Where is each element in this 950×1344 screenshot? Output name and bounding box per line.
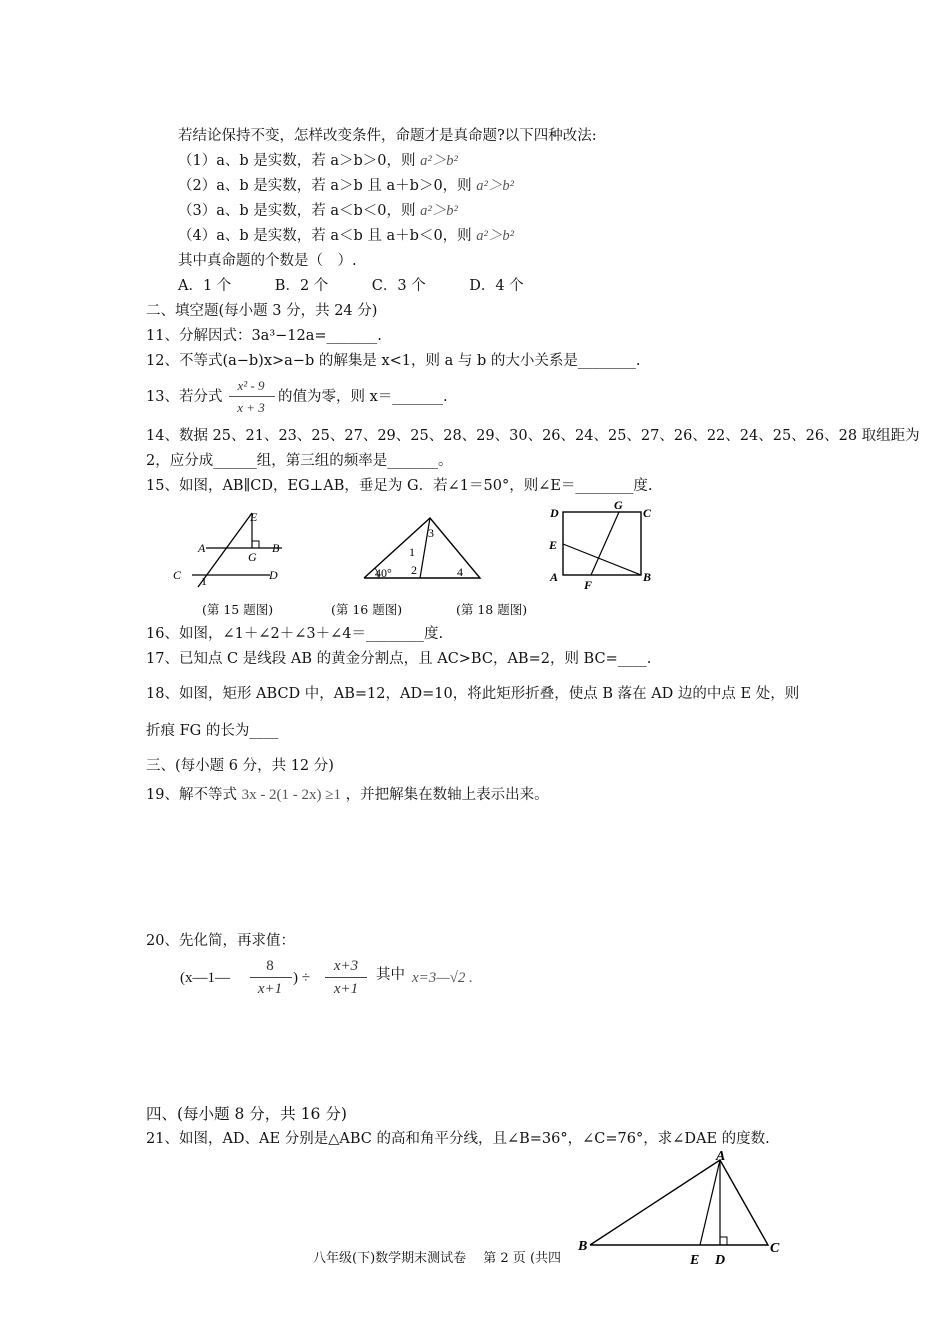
fig15-label-angle1: 1: [201, 574, 207, 588]
caption-fig15: (第 15 题图): [202, 602, 274, 617]
q10-choices: A．1 个 B．2 个 C．3 个 D．4 个: [178, 278, 524, 294]
fig16-label-2: 2: [411, 563, 417, 577]
q20-frac2-numerator: x+3: [333, 958, 359, 974]
fig18-label-D: D: [550, 506, 559, 520]
q10-intro: 若结论保持不变，怎样改变条件，命题才是真命题?以下四种改法:: [178, 128, 597, 144]
q10-option-2-text: （2）a、b 是实数，若 a＞b 且 a＋b＞0，则: [178, 178, 472, 194]
q13-after: 的值为零，则 x＝_______.: [278, 389, 448, 405]
q10-option-1-text: （1）a、b 是实数，若 a＞b＞0，则: [178, 153, 416, 169]
q16: 16、如图，∠1＋∠2＋∠3＋∠4＝________度.: [146, 626, 444, 642]
caption-fig16: (第 16 题图): [331, 602, 403, 617]
q17: 17、已知点 C 是线段 AB 的黄金分割点，且 AC>BC，AB=2，则 BC=____.: [146, 651, 652, 667]
q13-fraction-bar: [229, 396, 275, 397]
q10-option-2: [178, 176, 514, 196]
q20-title: 20、先化简，再求值：: [146, 933, 295, 949]
figure-16: [358, 510, 488, 585]
q20-where: 其中: [376, 967, 405, 983]
section2-title: 二、填空题(每小题 3 分，共 24 分): [146, 303, 378, 319]
q10-question: 其中真命题的个数是（ ）.: [178, 253, 357, 269]
fig15-label-A: A: [198, 541, 206, 555]
fig21-label-C: C: [770, 1241, 780, 1256]
fig18-label-A: A: [550, 570, 559, 584]
q20-frac1-numerator: 8: [266, 958, 274, 974]
fig18-label-B: B: [643, 570, 652, 584]
fig18-label-F: F: [584, 578, 593, 592]
fig18-label-C: C: [643, 506, 652, 520]
figure-21: [572, 1148, 790, 1270]
fig15-label-D: D: [269, 568, 278, 582]
q19-after: ，并把解集在数轴上表示出来。: [345, 787, 549, 803]
q10-option-3: [178, 201, 458, 221]
q21: 21、如图，AD、AE 分别是△ABC 的高和角平分线，且∠B=36°，∠C=76°，求∠DAE 的度数.: [146, 1131, 770, 1147]
q10-option-4: [178, 226, 514, 246]
fig15-label-B: B: [272, 541, 280, 555]
fig15-label-C: C: [173, 568, 182, 582]
q10-option-1: [178, 151, 458, 171]
q20-value: x=3—√2 .: [412, 970, 473, 986]
q20-frac1-denominator: x+1: [257, 981, 283, 997]
q10-option-4-expr: a²＞b²: [476, 228, 514, 244]
q18-line1: 18、如图，矩形 ABCD 中，AB=12，AD=10，将此矩形折叠，使点 B 落在 AD 边的中点 E 处，则: [146, 686, 800, 702]
q19-expression: 3x - 2(1 - 2x) ≥1: [241, 787, 342, 803]
figure-18: [544, 497, 660, 593]
q10-option-3-expr: a²＞b²: [420, 203, 458, 219]
q15: 15、如图，AB∥CD，EG⊥AB，垂足为 G．若∠1＝50°，则∠E＝________度.: [146, 478, 653, 494]
fig16-label-3: 3: [428, 526, 434, 540]
q13-denominator: x + 3: [237, 400, 265, 415]
q10-option-4-text: （4）a、b 是实数，若 a＜b 且 a＋b＜0，则: [178, 228, 472, 244]
q20-frac1-bar: [250, 977, 292, 978]
q20-expr-mid: ) ÷: [293, 970, 310, 986]
q13-numerator: x² - 9: [237, 378, 265, 393]
q10-option-3-text: （3）a、b 是实数，若 a＜b＜0，则: [178, 203, 416, 219]
q14-line2: 2，应分成______组，第三组的频率是_______。: [146, 453, 453, 469]
page-footer: 八年级(下)数学期末测试卷 第 2 页 (共四: [313, 1251, 562, 1266]
section4-title: 四、(每小题 8 分，共 16 分): [146, 1105, 347, 1123]
fig18-label-E: E: [549, 538, 558, 552]
q10-option-2-expr: a²＞b²: [476, 178, 514, 194]
q18-line2: 折痕 FG 的长为____: [146, 723, 279, 739]
q11: 11、分解因式：3a³−12a=_______.: [146, 328, 382, 344]
q20-frac2-bar: [325, 977, 367, 978]
fig16-label-4: 4: [457, 565, 463, 579]
section3-title: 三、(每小题 6 分，共 12 分): [146, 758, 334, 774]
q13-before: 13、若分式: [146, 389, 223, 405]
q14-line1: 14、数据 25、21、23、25、27、29、25、28、29、30、26、24、25、27、26、22、24、25、26、28 取组距为: [146, 428, 920, 444]
q19-before: 19、解不等式: [146, 787, 237, 803]
fig16-label-40deg: 40°: [375, 566, 392, 580]
fig15-label-E: E: [250, 510, 258, 524]
q20-expr-left: (x—1—: [180, 970, 230, 986]
fig18-label-G: G: [614, 498, 623, 512]
q20-frac2-denominator: x+1: [333, 981, 359, 997]
figure-15: [170, 505, 290, 590]
fig21-label-A: A: [716, 1149, 726, 1164]
caption-fig18: (第 18 题图): [456, 602, 528, 617]
q19: [146, 785, 549, 805]
fig16-label-1: 1: [409, 545, 415, 559]
q10-option-1-expr: a²＞b²: [420, 153, 458, 169]
fig15-label-G: G: [248, 550, 257, 564]
fig21-label-E: E: [690, 1253, 700, 1268]
fig21-label-D: D: [715, 1253, 726, 1268]
q12: 12、不等式(a−b)x>a−b 的解集是 x<1，则 a 与 b 的大小关系是________.: [146, 353, 641, 369]
fig21-label-B: B: [578, 1239, 588, 1254]
